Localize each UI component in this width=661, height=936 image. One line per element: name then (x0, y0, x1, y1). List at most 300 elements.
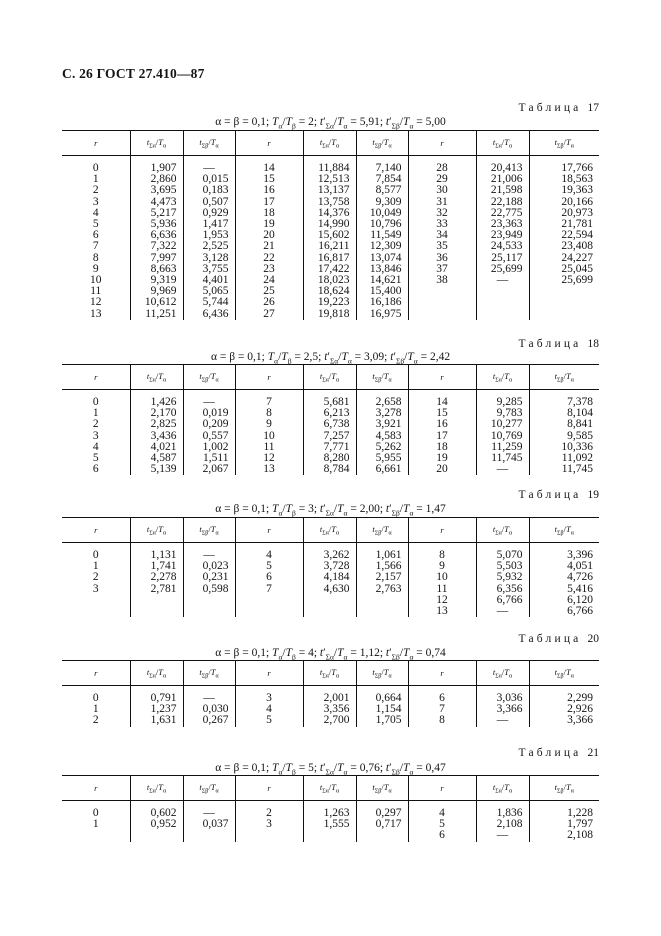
cell-r: 6 (92, 229, 99, 242)
cell-r: 26 (235, 297, 303, 308)
col-header-t-alpha: $t_{\Sigma\alpha}/T_\alpha$ (303, 776, 356, 801)
formula-t2: 0,47 (425, 762, 446, 774)
cell-r: 3 (235, 819, 303, 830)
table-number: 19 (587, 489, 599, 501)
cell-r: 8 (235, 408, 303, 419)
cell-t-beta: 18,563 (529, 174, 599, 185)
cell-t-alpha (476, 286, 529, 297)
cell-t-beta: 14,621 (356, 275, 408, 286)
cell-t-beta: 1,797 (529, 819, 599, 830)
cell-r: 7 (235, 390, 303, 409)
cell-t-alpha: 13,137 (303, 185, 356, 196)
cell-t-beta: 0,015 (183, 174, 235, 185)
cell-t-alpha: 16,211 (303, 241, 356, 252)
col-header-t-alpha: $t_{\Sigma\alpha}/T_\alpha$ (303, 365, 356, 390)
cell-r (408, 309, 476, 320)
cell-t-beta: — (183, 390, 235, 409)
col-header-t-alpha: $t_{\Sigma\alpha}/T_\alpha$ (476, 776, 529, 801)
cell-t-beta (529, 297, 599, 308)
col-header-t-beta: $t_{\Sigma\beta}/T_\alpha$ (529, 365, 599, 390)
formula-ratio: 2 (308, 116, 314, 128)
cell-r (235, 595, 303, 606)
cell-t-beta: 6,436 (183, 309, 235, 320)
cell-r: 4 (408, 801, 476, 820)
col-header-t-alpha: $t_{\Sigma\alpha}/T_\alpha$ (130, 661, 183, 686)
col-header-t-beta: $t_{\Sigma\beta}/T_\alpha$ (356, 776, 408, 801)
cell-t-alpha: 1,131 (130, 543, 183, 562)
data-table (62, 775, 599, 842)
cell-t-beta: 17,766 (529, 156, 599, 175)
cell-r: 1 (92, 173, 99, 186)
col-header-t-beta: $t_{\Sigma\beta}/T_\alpha$ (529, 131, 599, 156)
cell-t-beta: 6,120 (529, 595, 599, 606)
cell-t-alpha: 11,884 (303, 156, 356, 175)
data-table (62, 660, 599, 727)
cell-t-beta: 4,583 (356, 431, 408, 442)
cell-t-beta: 16,975 (356, 309, 408, 320)
cell-t-beta: 0,929 (183, 208, 235, 219)
col-header-t-alpha: $t_{\Sigma\alpha}/T_\alpha$ (130, 365, 183, 390)
cell-t-alpha: 19,223 (303, 297, 356, 308)
cell-t-alpha: 3,366 (476, 704, 529, 715)
cell-t-beta: 0,598 (183, 584, 235, 595)
cell-t-beta: 10,336 (529, 442, 599, 453)
cell-t-beta (183, 606, 235, 617)
cell-r: 4 (92, 206, 99, 219)
cell-t-beta: 11,745 (529, 464, 599, 475)
cell-r: 24 (235, 275, 303, 286)
cell-r: 12 (408, 595, 476, 606)
cell-t-beta: 0,231 (183, 572, 235, 583)
cell-r: 18 (408, 442, 476, 453)
cell-t-alpha: 5,070 (476, 543, 529, 562)
cell-r: 9 (235, 419, 303, 430)
cell-t-alpha: 6,356 (476, 584, 529, 595)
cell-t-alpha: — (476, 275, 529, 286)
col-header-t-alpha: $t_{\Sigma\alpha}/T_\alpha$ (303, 131, 356, 156)
cell-r: 1 (92, 407, 99, 420)
cell-t-beta: 4,726 (529, 572, 599, 583)
header-row (62, 776, 599, 801)
cell-t-beta: 22,594 (529, 230, 599, 241)
col-header-r: r (62, 661, 130, 686)
formula-t2: 5,00 (425, 116, 446, 128)
cell-r: 22 (235, 253, 303, 264)
formula-alpha-beta: α = β = 0,1; (215, 762, 273, 774)
formula-t2: 1,47 (425, 503, 446, 515)
table-row (62, 715, 599, 726)
cell-r: 3 (92, 429, 99, 442)
cell-t-beta: 13,846 (356, 264, 408, 275)
cell-t-alpha: 18,624 (303, 286, 356, 297)
cell-t-beta: 10,796 (356, 219, 408, 230)
cell-t-alpha: 6,636 (130, 230, 183, 241)
col-header-r: r (62, 776, 130, 801)
table-label: Таблица (518, 747, 582, 759)
cell-r: 16 (408, 419, 476, 430)
cell-t-beta: 3,128 (183, 253, 235, 264)
col-header-t-alpha: $t_{\Sigma\alpha}/T_\alpha$ (303, 661, 356, 686)
cell-t-alpha: 9,783 (476, 408, 529, 419)
cell-r: 1 (92, 703, 99, 716)
cell-r: 14 (408, 390, 476, 409)
table-label: Таблица (518, 102, 582, 114)
col-header-t-alpha: $t_{\Sigma\alpha}/T_\alpha$ (130, 518, 183, 543)
cell-t-beta: — (183, 156, 235, 175)
col-header-r: r (408, 518, 476, 543)
col-header-r: r (62, 518, 130, 543)
cell-t-alpha: 22,188 (476, 197, 529, 208)
col-header-t-beta: $t_{\Sigma\beta}/T_\alpha$ (356, 131, 408, 156)
cell-t-beta: 16,186 (356, 297, 408, 308)
formula-t1: 0,76 (359, 762, 380, 774)
cell-r: 1 (92, 560, 99, 573)
cell-t-beta: 8,841 (529, 419, 599, 430)
cell-r: 0 (92, 807, 99, 819)
cell-r: 6 (408, 830, 476, 841)
cell-r: 37 (408, 264, 476, 275)
table-row (62, 390, 599, 409)
cell-t-beta (529, 309, 599, 320)
cell-t-alpha: 1,426 (130, 390, 183, 409)
cell-t-alpha: 2,781 (130, 584, 183, 595)
cell-r (408, 286, 476, 297)
cell-t-alpha: 5,681 (303, 390, 356, 409)
formula-alpha-beta: α = β = 0,1; (215, 503, 273, 515)
cell-t-alpha: 10,612 (130, 297, 183, 308)
cell-r: 28 (408, 156, 476, 175)
cell-t-alpha: 1,836 (476, 801, 529, 820)
cell-r (62, 595, 130, 606)
cell-r: 2 (92, 418, 99, 431)
cell-r: 5 (92, 218, 99, 231)
formula-ratio: 2,5 (303, 351, 319, 363)
header-row (62, 661, 599, 686)
cell-t-alpha: 15,602 (303, 230, 356, 241)
cell-t-beta: 0,664 (356, 686, 408, 705)
cell-t-beta: 0,507 (183, 197, 235, 208)
cell-t-beta: 23,408 (529, 241, 599, 252)
cell-r: 10 (235, 431, 303, 442)
cell-t-alpha: 0,791 (130, 686, 183, 705)
cell-t-beta: 11,549 (356, 230, 408, 241)
cell-t-alpha: 24,533 (476, 241, 529, 252)
table-row (62, 572, 599, 583)
cell-r: 10 (408, 572, 476, 583)
table-row (62, 156, 599, 175)
cell-t-beta: 3,278 (356, 408, 408, 419)
col-header-t-beta: $t_{\Sigma\beta}/T_\alpha$ (529, 518, 599, 543)
col-header-t-beta: $t_{\Sigma\beta}/T_\alpha$ (183, 365, 235, 390)
cell-t-beta: 3,755 (183, 264, 235, 275)
cell-t-beta: 3,921 (356, 419, 408, 430)
cell-r: 2 (235, 801, 303, 820)
table-label: Таблица (518, 338, 582, 350)
cell-r: 6 (408, 686, 476, 705)
cell-t-alpha: 11,259 (476, 442, 529, 453)
cell-r: 0 (92, 396, 99, 408)
cell-r: 19 (408, 453, 476, 464)
table-row (62, 185, 599, 196)
cell-r: 2 (92, 184, 99, 197)
col-header-r: r (235, 518, 303, 543)
cell-t-alpha: 20,413 (476, 156, 529, 175)
cell-t-alpha: 1,263 (303, 801, 356, 820)
cell-t-alpha: — (476, 830, 529, 841)
cell-t-beta: 5,065 (183, 286, 235, 297)
cell-t-alpha: 2,001 (303, 686, 356, 705)
cell-t-beta (529, 286, 599, 297)
cell-t-alpha (130, 595, 183, 606)
cell-r: 2 (92, 714, 99, 727)
cell-t-alpha: 1,907 (130, 156, 183, 175)
cell-r: 8 (408, 543, 476, 562)
cell-t-beta: 2,108 (529, 830, 599, 841)
cell-t-beta: 0,023 (183, 561, 235, 572)
formula-alpha-beta: α = β = 0,1; (210, 351, 268, 363)
cell-t-alpha: 1,555 (303, 819, 356, 830)
formula-t1: 5,91 (359, 116, 380, 128)
cell-t-beta: 1,705 (356, 715, 408, 726)
cell-r: 3 (92, 195, 99, 208)
cell-t-alpha (130, 606, 183, 617)
cell-t-alpha: 5,139 (130, 464, 183, 475)
col-header-t-beta: $t_{\Sigma\beta}/T_\alpha$ (183, 518, 235, 543)
table-label: Таблица (518, 489, 582, 501)
cell-t-alpha: 11,745 (476, 453, 529, 464)
cell-t-alpha: 13,758 (303, 197, 356, 208)
cell-r: 33 (408, 219, 476, 230)
cell-r: 20 (235, 230, 303, 241)
cell-t-alpha: 5,936 (130, 219, 183, 230)
table-row (62, 819, 599, 830)
cell-t-alpha: 11,251 (130, 309, 183, 320)
cell-t-alpha: 23,363 (476, 219, 529, 230)
cell-r: 10 (90, 274, 102, 287)
cell-r: 15 (235, 174, 303, 185)
cell-t-alpha: 4,587 (130, 453, 183, 464)
cell-t-beta: 4,051 (529, 561, 599, 572)
cell-t-beta: 0,019 (183, 408, 235, 419)
table-caption (519, 747, 599, 759)
cell-r: 32 (408, 208, 476, 219)
cell-t-beta: — (183, 543, 235, 562)
cell-t-alpha: 5,217 (130, 208, 183, 219)
cell-t-alpha: 7,257 (303, 431, 356, 442)
data-table (62, 364, 599, 475)
cell-t-alpha: 3,728 (303, 561, 356, 572)
cell-t-beta: 1,061 (356, 543, 408, 562)
cell-t-beta: 2,658 (356, 390, 408, 409)
formula-ratio: 3 (308, 503, 314, 515)
cell-t-alpha: 2,860 (130, 174, 183, 185)
col-header-r: r (62, 365, 130, 390)
cell-r: 11 (90, 285, 102, 298)
col-header-t-alpha: $t_{\Sigma\alpha}/T_\alpha$ (130, 776, 183, 801)
cell-r: 11 (408, 584, 476, 595)
cell-t-beta: 6,766 (529, 606, 599, 617)
cell-t-beta: 11,092 (529, 453, 599, 464)
col-header-t-beta: $t_{\Sigma\beta}/T_\alpha$ (183, 776, 235, 801)
col-header-t-alpha: $t_{\Sigma\alpha}/T_\alpha$ (130, 131, 183, 156)
cell-t-beta (183, 595, 235, 606)
cell-r: 5 (235, 715, 303, 726)
cell-t-alpha: 2,825 (130, 419, 183, 430)
header-row (62, 131, 599, 156)
cell-t-alpha: 21,598 (476, 185, 529, 196)
cell-t-beta: 5,262 (356, 442, 408, 453)
cell-t-alpha: 10,277 (476, 419, 529, 430)
cell-t-beta: 8,104 (529, 408, 599, 419)
cell-t-beta: 2,299 (529, 686, 599, 705)
col-header-r: r (235, 776, 303, 801)
cell-t-alpha: 23,949 (476, 230, 529, 241)
cell-t-alpha: 0,952 (130, 819, 183, 830)
table-row (62, 606, 599, 617)
cell-t-alpha (303, 606, 356, 617)
cell-r: 31 (408, 197, 476, 208)
cell-r: 17 (408, 431, 476, 442)
cell-t-beta: 25,045 (529, 264, 599, 275)
cell-t-beta: 12,309 (356, 241, 408, 252)
cell-t-beta: 9,309 (356, 197, 408, 208)
cell-t-beta: 0,557 (183, 431, 235, 442)
formula-alpha-beta: α = β = 0,1; (215, 647, 273, 659)
table-formula: α = β = 0,1; $T_\alpha/T_\beta = 3$; $t'_{\Sigma\alpha}/T_\alpha = 2,00$; $t'_{\Sigma\beta}/T_\alpha = 1,47$ (215, 503, 446, 518)
col-header-t-alpha: $t_{\Sigma\alpha}/T_\alpha$ (476, 518, 529, 543)
cell-t-beta: — (183, 686, 235, 705)
cell-t-alpha: 17,422 (303, 264, 356, 275)
cell-t-alpha: 4,021 (130, 442, 183, 453)
cell-t-alpha: — (476, 464, 529, 475)
header-row (62, 518, 599, 543)
cell-t-beta: 5,955 (356, 453, 408, 464)
cell-r: 13 (235, 464, 303, 475)
cell-t-beta: 3,396 (529, 543, 599, 562)
page-header: С. 26 ГОСТ 27.410—87 (62, 66, 205, 81)
cell-t-beta: 2,525 (183, 241, 235, 252)
cell-t-alpha: 25,117 (476, 253, 529, 264)
cell-r: 4 (235, 704, 303, 715)
cell-t-beta: 10,049 (356, 208, 408, 219)
table-formula: α = β = 0,1; $T_\alpha/T_\beta = 4$; $t'_{\Sigma\alpha}/T_\alpha = 1,12$; $t'_{\Sigma\beta}/T_\alpha = 0,74$ (215, 647, 446, 662)
cell-t-alpha: 2,170 (130, 408, 183, 419)
cell-t-beta: 4,401 (183, 275, 235, 286)
cell-t-alpha: 4,630 (303, 584, 356, 595)
cell-t-beta: 5,744 (183, 297, 235, 308)
cell-r: 38 (408, 275, 476, 286)
cell-t-alpha: 1,237 (130, 704, 183, 715)
table-number: 20 (587, 633, 599, 645)
cell-t-alpha: 7,771 (303, 442, 356, 453)
cell-t-beta: 1,511 (183, 453, 235, 464)
cell-r: 23 (235, 264, 303, 275)
cell-t-alpha: 2,108 (476, 819, 529, 830)
col-header-r: r (408, 365, 476, 390)
cell-r: 16 (235, 185, 303, 196)
table-label: Таблица (518, 633, 582, 645)
formula-alpha-beta: α = β = 0,1; (215, 116, 273, 128)
cell-r: 6 (92, 463, 99, 476)
col-header-t-alpha: $t_{\Sigma\alpha}/T_\alpha$ (303, 518, 356, 543)
table-row (62, 801, 599, 820)
cell-r: 7 (408, 704, 476, 715)
cell-t-beta: 0,030 (183, 704, 235, 715)
table-formula: α = β = 0,1; $T_\alpha/T_\beta = 2,5$; $t'_{\Sigma\alpha}/T_\alpha = 3,09$; $t'_{\Sigma\beta}/T_\alpha = 2,42$ (210, 351, 451, 366)
cell-t-alpha: 4,184 (303, 572, 356, 583)
cell-t-beta: 7,854 (356, 174, 408, 185)
cell-r (62, 606, 130, 617)
cell-t-beta: 19,363 (529, 185, 599, 196)
cell-r: 34 (408, 230, 476, 241)
cell-t-alpha (130, 830, 183, 841)
col-header-t-beta: $t_{\Sigma\beta}/T_\alpha$ (356, 365, 408, 390)
cell-t-alpha: 8,280 (303, 453, 356, 464)
cell-t-beta: 15,400 (356, 286, 408, 297)
cell-r (408, 297, 476, 308)
cell-r: 14 (235, 156, 303, 175)
cell-t-alpha: 5,503 (476, 561, 529, 572)
cell-t-alpha: 0,602 (130, 801, 183, 820)
cell-t-alpha: 1,741 (130, 561, 183, 572)
table-caption (519, 633, 599, 645)
cell-r: 18 (235, 208, 303, 219)
table-number: 18 (587, 338, 599, 350)
cell-r: 21 (235, 241, 303, 252)
table-number: 21 (587, 747, 599, 759)
cell-r: 5 (235, 561, 303, 572)
cell-r: 29 (408, 174, 476, 185)
cell-t-beta: 0,297 (356, 801, 408, 820)
cell-r: 9 (92, 262, 99, 275)
formula-t1: 1,12 (359, 647, 380, 659)
table-caption (519, 338, 599, 350)
cell-r (235, 830, 303, 841)
data-table (62, 517, 599, 617)
cell-r: 2 (92, 571, 99, 584)
cell-t-alpha: 3,036 (476, 686, 529, 705)
table-formula: α = β = 0,1; $T_\alpha/T_\beta = 2$; $t'_{\Sigma\alpha}/T_\alpha = 5,91$; $t'_{\Sigma\beta}/T_\alpha = 5,00$ (215, 116, 446, 131)
cell-r: 1 (92, 818, 99, 831)
col-header-r: r (408, 776, 476, 801)
cell-r: 5 (408, 819, 476, 830)
col-header-t-beta: $t_{\Sigma\beta}/T_\alpha$ (183, 661, 235, 686)
cell-t-alpha: 8,663 (130, 264, 183, 275)
col-header-t-beta: $t_{\Sigma\beta}/T_\alpha$ (529, 776, 599, 801)
cell-t-alpha: 14,990 (303, 219, 356, 230)
cell-r: 12 (90, 296, 102, 309)
cell-t-alpha: 25,699 (476, 264, 529, 275)
cell-t-beta: 0,717 (356, 819, 408, 830)
cell-t-alpha: 21,006 (476, 174, 529, 185)
cell-r (235, 606, 303, 617)
cell-t-beta: 13,074 (356, 253, 408, 264)
cell-t-alpha: 3,436 (130, 431, 183, 442)
cell-t-beta (356, 830, 408, 841)
table-row (62, 830, 599, 841)
cell-t-beta: 7,140 (356, 156, 408, 175)
formula-ratio: 5 (308, 762, 314, 774)
cell-t-beta: 0,209 (183, 419, 235, 430)
table-row (62, 686, 599, 705)
cell-r: 30 (408, 185, 476, 196)
cell-t-alpha: 5,932 (476, 572, 529, 583)
cell-r: 4 (235, 543, 303, 562)
cell-t-beta: 7,378 (529, 390, 599, 409)
cell-t-alpha: 6,213 (303, 408, 356, 419)
cell-r: 8 (408, 715, 476, 726)
cell-t-alpha (476, 297, 529, 308)
